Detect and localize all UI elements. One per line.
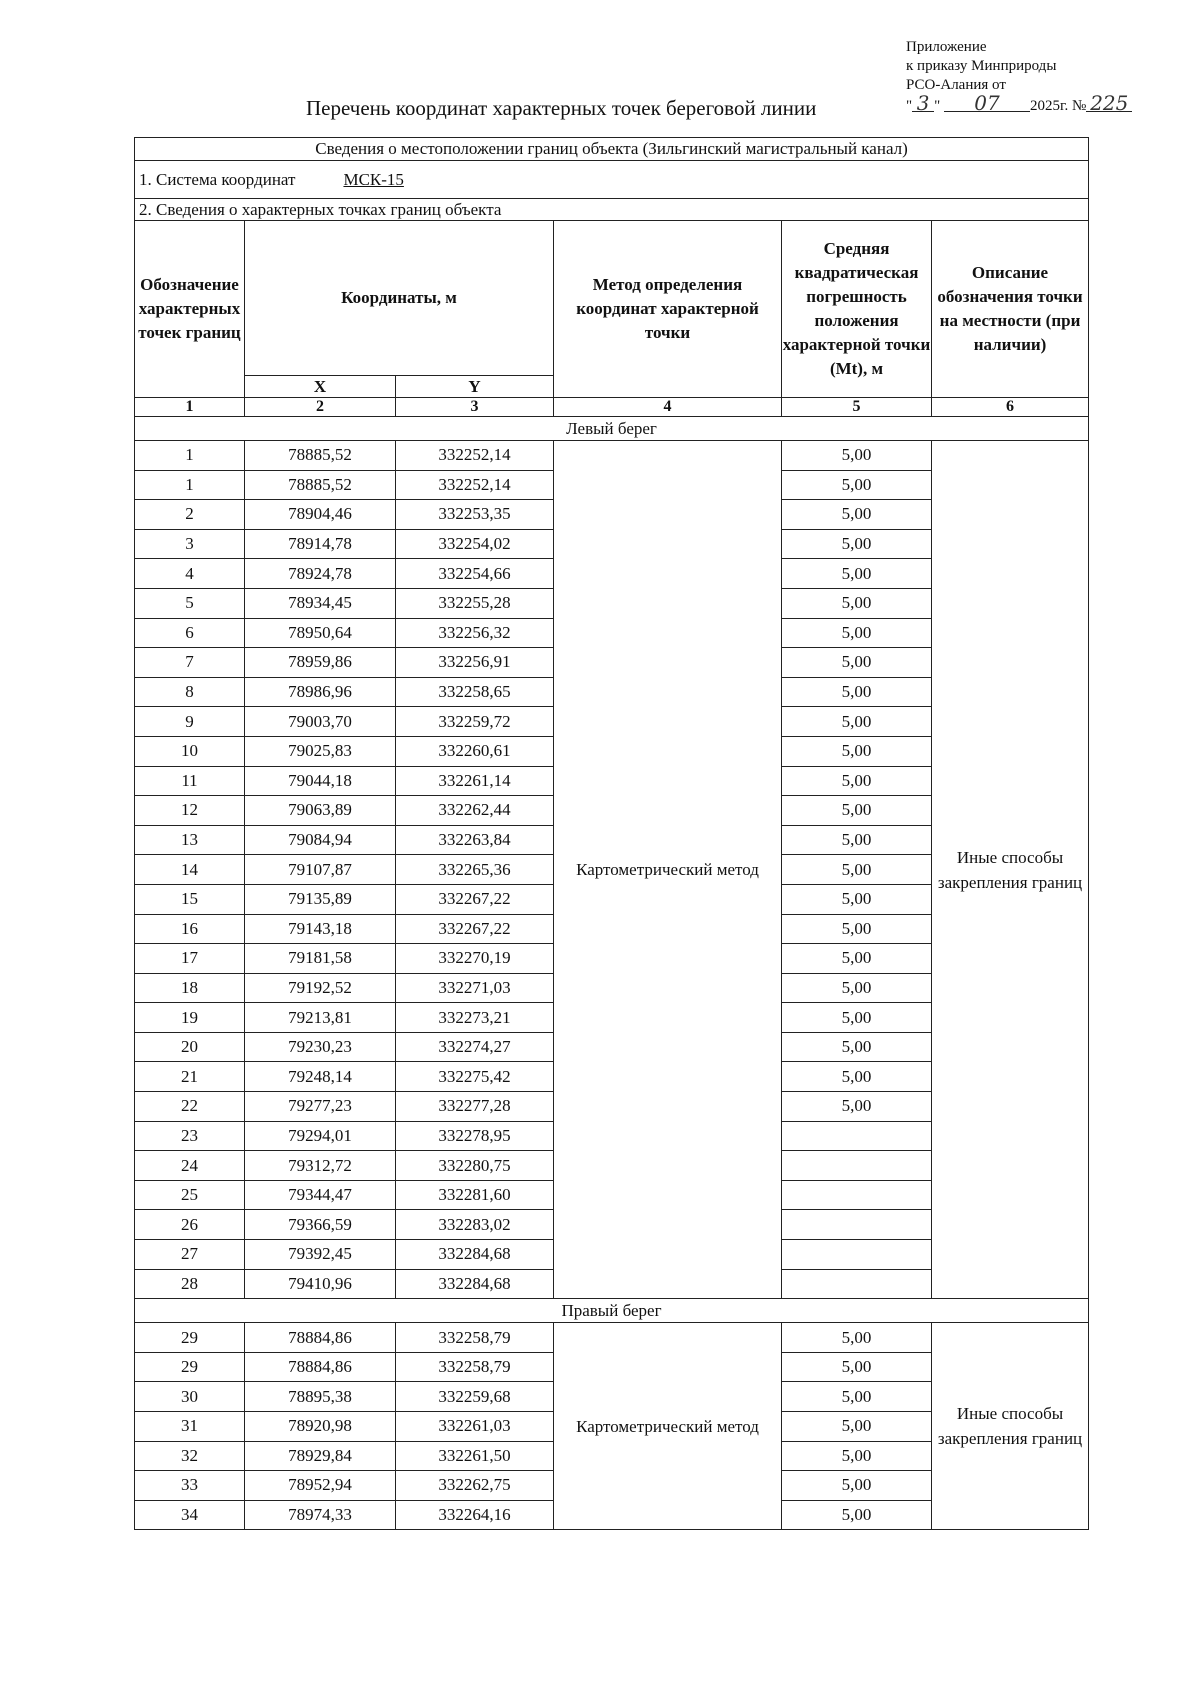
coord-x: 78884,86 (245, 1323, 396, 1353)
coord-x: 79084,94 (245, 825, 396, 855)
order-year-label: 2025г. № (1030, 98, 1087, 114)
point-number: 16 (135, 914, 245, 944)
coord-x: 78959,86 (245, 648, 396, 678)
coord-x: 78929,84 (245, 1441, 396, 1471)
point-number: 29 (135, 1323, 245, 1353)
table-caption: Сведения о местоположении границ объекта (Зильгинский магистральный канал) (135, 138, 1089, 161)
right-bank-title: Правый берег (135, 1299, 1089, 1323)
error-mt: 5,00 (782, 1092, 932, 1122)
point-number: 6 (135, 618, 245, 648)
coord-y: 332278,95 (396, 1121, 554, 1151)
header-coordinates: Координаты, м (245, 221, 554, 376)
coord-x: 79003,70 (245, 707, 396, 737)
coord-y: 332284,68 (396, 1269, 554, 1299)
coord-y: 332265,36 (396, 855, 554, 885)
error-mt: 5,00 (782, 559, 932, 589)
error-mt: 5,00 (782, 648, 932, 678)
point-number: 8 (135, 677, 245, 707)
coord-x: 78986,96 (245, 677, 396, 707)
error-mt: 5,00 (782, 766, 932, 796)
coord-x: 78934,45 (245, 588, 396, 618)
error-mt: 5,00 (782, 944, 932, 974)
coord-x: 79248,14 (245, 1062, 396, 1092)
column-number: 6 (932, 398, 1089, 417)
attachment-line-1: Приложение (906, 39, 987, 55)
header-point-designation: Обозначение характерных точек границ (135, 221, 245, 398)
coord-y: 332259,72 (396, 707, 554, 737)
coord-y: 332267,22 (396, 914, 554, 944)
coord-x: 79344,47 (245, 1180, 396, 1210)
coordinates-table (134, 137, 1089, 1530)
coord-x: 78884,86 (245, 1352, 396, 1382)
coord-y: 332261,50 (396, 1441, 554, 1471)
coord-x: 79143,18 (245, 914, 396, 944)
error-mt: 5,00 (782, 1471, 932, 1501)
error-mt: 5,00 (782, 707, 932, 737)
point-number: 32 (135, 1441, 245, 1471)
coord-system-value: МСК-15 (343, 169, 404, 189)
header-y: Y (396, 376, 554, 398)
attachment-note (906, 38, 1136, 116)
right-bank-title-row (135, 1299, 1089, 1323)
error-mt: 5,00 (782, 736, 932, 766)
right-bank-description: Иные способы закрепления границ (932, 1323, 1089, 1530)
coord-x: 79063,89 (245, 796, 396, 826)
point-number: 20 (135, 1032, 245, 1062)
coord-y: 332256,32 (396, 618, 554, 648)
coord-y: 332255,28 (396, 588, 554, 618)
header-description: Описание обозначения точки на местности (при наличии) (932, 221, 1089, 398)
coord-y: 332262,44 (396, 796, 554, 826)
attachment-line-2: к приказу Минприроды (906, 58, 1057, 74)
error-mt (782, 1210, 932, 1240)
error-mt: 5,00 (782, 1412, 932, 1442)
error-mt (782, 1121, 932, 1151)
error-mt: 5,00 (782, 796, 932, 826)
coord-system-row (135, 161, 1089, 199)
order-number: 225 (1086, 95, 1132, 112)
coord-y: 332275,42 (396, 1062, 554, 1092)
coord-x: 79181,58 (245, 944, 396, 974)
coord-y: 332261,03 (396, 1412, 554, 1442)
error-mt: 5,00 (782, 1441, 932, 1471)
point-number: 1 (135, 470, 245, 500)
table-row (135, 1323, 1089, 1353)
coord-x: 78914,78 (245, 529, 396, 559)
point-number: 31 (135, 1412, 245, 1442)
coord-x: 78924,78 (245, 559, 396, 589)
column-number: 3 (396, 398, 554, 417)
point-number: 13 (135, 825, 245, 855)
error-mt: 5,00 (782, 588, 932, 618)
coord-y: 332253,35 (396, 500, 554, 530)
table-row (135, 441, 1089, 471)
error-mt: 5,00 (782, 441, 932, 471)
error-mt: 5,00 (782, 855, 932, 885)
error-mt: 5,00 (782, 1382, 932, 1412)
error-mt (782, 1180, 932, 1210)
coord-y: 332261,14 (396, 766, 554, 796)
left-bank-title-row (135, 417, 1089, 441)
right-bank-section (135, 1299, 1089, 1530)
header-x: X (245, 376, 396, 398)
error-mt: 5,00 (782, 1323, 932, 1353)
coord-y: 332262,75 (396, 1471, 554, 1501)
coord-y: 332263,84 (396, 825, 554, 855)
point-number: 28 (135, 1269, 245, 1299)
coord-x: 79294,01 (245, 1121, 396, 1151)
column-number: 2 (245, 398, 396, 417)
column-number: 4 (554, 398, 782, 417)
coord-x: 79107,87 (245, 855, 396, 885)
point-number: 11 (135, 766, 245, 796)
coord-y: 332252,14 (396, 441, 554, 471)
coord-y: 332256,91 (396, 648, 554, 678)
point-number: 14 (135, 855, 245, 885)
header-error: Средняя квадратическая погрешность положения характерной точки (Mt), м (782, 221, 932, 398)
point-number: 19 (135, 1003, 245, 1033)
coord-y: 332271,03 (396, 973, 554, 1003)
point-number: 12 (135, 796, 245, 826)
left-bank-section (135, 417, 1089, 1299)
error-mt: 5,00 (782, 884, 932, 914)
coord-x: 79044,18 (245, 766, 396, 796)
coord-x: 79230,23 (245, 1032, 396, 1062)
order-date-line: " 3 " 07 2025г. № 225 (906, 95, 1136, 116)
error-mt: 5,00 (782, 618, 932, 648)
error-mt: 5,00 (782, 1032, 932, 1062)
error-mt: 5,00 (782, 973, 932, 1003)
point-number: 1 (135, 441, 245, 471)
left-bank-description: Иные способы закрепления границ (932, 441, 1089, 1299)
point-number: 18 (135, 973, 245, 1003)
error-mt (782, 1240, 932, 1270)
coord-y: 332254,02 (396, 529, 554, 559)
coord-x: 78904,46 (245, 500, 396, 530)
coord-x: 78974,33 (245, 1500, 396, 1530)
point-number: 27 (135, 1240, 245, 1270)
error-mt: 5,00 (782, 1352, 932, 1382)
coord-y: 332283,02 (396, 1210, 554, 1240)
error-mt: 5,00 (782, 1500, 932, 1530)
point-number: 30 (135, 1382, 245, 1412)
point-number: 24 (135, 1151, 245, 1181)
coord-x: 79277,23 (245, 1092, 396, 1122)
point-number: 9 (135, 707, 245, 737)
coord-y: 332284,68 (396, 1240, 554, 1270)
error-mt: 5,00 (782, 677, 932, 707)
point-number: 23 (135, 1121, 245, 1151)
point-number: 22 (135, 1092, 245, 1122)
coord-y: 332258,79 (396, 1323, 554, 1353)
error-mt: 5,00 (782, 500, 932, 530)
coord-y: 332260,61 (396, 736, 554, 766)
error-mt: 5,00 (782, 529, 932, 559)
coord-y: 332277,28 (396, 1092, 554, 1122)
order-month: 07 (944, 95, 1030, 112)
error-mt: 5,00 (782, 825, 932, 855)
coord-x: 78952,94 (245, 1471, 396, 1501)
coord-y: 332264,16 (396, 1500, 554, 1530)
coord-y: 332259,68 (396, 1382, 554, 1412)
error-mt (782, 1151, 932, 1181)
point-number: 29 (135, 1352, 245, 1382)
coord-y: 332252,14 (396, 470, 554, 500)
point-number: 2 (135, 500, 245, 530)
coord-x: 78920,98 (245, 1412, 396, 1442)
coord-x: 78895,38 (245, 1382, 396, 1412)
coord-x: 78950,64 (245, 618, 396, 648)
points-section-label: 2. Сведения о характерных точках границ объекта (135, 199, 1089, 221)
left-bank-title: Левый берег (135, 417, 1089, 441)
point-number: 3 (135, 529, 245, 559)
point-number: 15 (135, 884, 245, 914)
coord-y: 332273,21 (396, 1003, 554, 1033)
coord-y: 332281,60 (396, 1180, 554, 1210)
coord-y: 332254,66 (396, 559, 554, 589)
error-mt: 5,00 (782, 1003, 932, 1033)
point-number: 17 (135, 944, 245, 974)
column-number: 5 (782, 398, 932, 417)
order-day: 3 (912, 95, 934, 112)
attachment-line-3: РСО-Алания от (906, 77, 1006, 93)
document-title: Перечень координат характерных точек береговой линии (306, 96, 817, 120)
coord-x: 79366,59 (245, 1210, 396, 1240)
coord-x: 78885,52 (245, 470, 396, 500)
coord-system-label: 1. Система координат (139, 169, 296, 189)
error-mt: 5,00 (782, 470, 932, 500)
left-bank-method: Картометрический метод (554, 441, 782, 1299)
point-number: 4 (135, 559, 245, 589)
right-bank-method: Картометрический метод (554, 1323, 782, 1530)
point-number: 34 (135, 1500, 245, 1530)
column-number: 1 (135, 398, 245, 417)
coord-x: 79135,89 (245, 884, 396, 914)
coord-x: 79410,96 (245, 1269, 396, 1299)
point-number: 5 (135, 588, 245, 618)
error-mt: 5,00 (782, 914, 932, 944)
coord-y: 332267,22 (396, 884, 554, 914)
coord-y: 332258,65 (396, 677, 554, 707)
coord-x: 79392,45 (245, 1240, 396, 1270)
error-mt: 5,00 (782, 1062, 932, 1092)
coord-y: 332280,75 (396, 1151, 554, 1181)
point-number: 33 (135, 1471, 245, 1501)
coord-x: 79213,81 (245, 1003, 396, 1033)
coord-x: 79192,52 (245, 973, 396, 1003)
coord-y: 332270,19 (396, 944, 554, 974)
point-number: 25 (135, 1180, 245, 1210)
coord-y: 332274,27 (396, 1032, 554, 1062)
point-number: 10 (135, 736, 245, 766)
coord-x: 79312,72 (245, 1151, 396, 1181)
coord-y: 332258,79 (396, 1352, 554, 1382)
point-number: 26 (135, 1210, 245, 1240)
coordinates-sheet (134, 137, 1088, 1553)
point-number: 7 (135, 648, 245, 678)
error-mt (782, 1269, 932, 1299)
coord-x: 78885,52 (245, 441, 396, 471)
coord-x: 79025,83 (245, 736, 396, 766)
header-method: Метод определения координат характерной точки (554, 221, 782, 398)
point-number: 21 (135, 1062, 245, 1092)
